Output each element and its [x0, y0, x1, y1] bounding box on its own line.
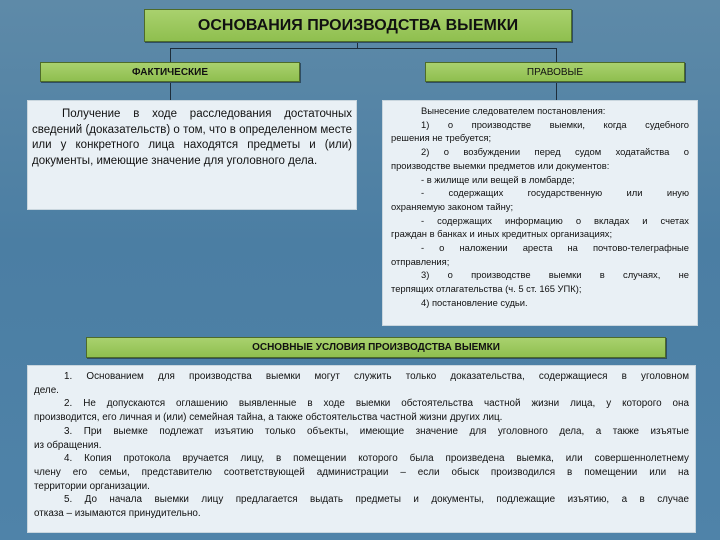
connector-to-legal	[556, 48, 557, 62]
legal-line: отправления;	[391, 255, 450, 267]
conditions-label	[86, 337, 666, 358]
connector-legal-text	[556, 82, 557, 100]
condition-line: производится, его личная и (или) семейная тайна, а также обстоятельства частной жизни других лиц.	[34, 412, 503, 424]
legal-line: 1) о производстве выемки, когда судебного	[421, 118, 689, 130]
legal-line: решения не требуется;	[391, 132, 492, 144]
factual-grounds-text: Получение в ходе расследования достаточных сведений (доказательств) о том, что в определенном месте или у конкретного лица находятся предметы и (или) документы, имеющие значение для уголовного дела.	[32, 108, 352, 167]
legal-line: - в жилище или вещей в ломбарде;	[421, 173, 575, 185]
legal-line: производстве выемки предметов или документов:	[391, 159, 610, 171]
connector-title-down	[357, 42, 358, 49]
condition-line: 1. Основанием для производства выемки могут служить только доказательства, содержащиеся в уголовном	[64, 371, 689, 382]
condition-line: 3. При выемке подлежат изъятию только объекты, имеющие значение для уголовного дела, а также изъятые	[64, 425, 689, 437]
condition-line: деле.	[34, 384, 59, 396]
condition-line: из обращения.	[34, 439, 102, 451]
factual-grounds-label	[40, 62, 300, 82]
condition-line: члену его семьи, представителю соответствующей администрации – если обыск производился в помещении или на	[34, 466, 689, 478]
legal-line: 4) постановление судьи.	[421, 296, 528, 308]
legal-grounds-label-text: ПРАВОВЫЕ	[526, 66, 584, 78]
legal-line: - содержащих информацию о вкладах и счетах	[421, 214, 689, 226]
connector-horizontal	[170, 48, 556, 49]
diagram-title	[144, 9, 572, 42]
connector-to-factual	[170, 48, 171, 62]
condition-line: 5. До начала выемки лицу предлагается выдать предметы и документы, подлежащие изъятию, а в случае	[64, 494, 689, 506]
legal-line: 2) о возбуждении перед судом ходатайства о	[421, 146, 689, 158]
legal-grounds-box	[382, 100, 698, 326]
legal-line: - о наложении ареста на почтово-телеграфные	[421, 242, 689, 254]
factual-grounds-box	[27, 100, 357, 210]
condition-line: 2. Не допускаются оглашению выявленные в ходе выемки обстоятельства частной жизни лица, у которого она	[64, 398, 689, 410]
condition-line: отказа – изымаются принудительно.	[34, 508, 201, 520]
factual-grounds-label-text: ФАКТИЧЕСКИЕ	[131, 66, 209, 78]
legal-line: терпящих отлагательства (ч. 5 ст. 165 УПК);	[391, 283, 582, 295]
condition-line: 4. Копия протокола вручается лицу, в помещении которого была произведена выемка, или совершеннолетнему	[64, 453, 689, 465]
legal-line: охраняемую законом тайну;	[391, 200, 514, 212]
legal-grounds-label	[425, 62, 685, 82]
conditions-label-text: ОСНОВНЫЕ УСЛОВИЯ ПРОИЗВОДСТВА ВЫЕМКИ	[252, 342, 500, 353]
legal-line: 3) о производстве выемки в случаях, не	[421, 269, 689, 281]
conditions-box	[27, 365, 696, 533]
condition-line: территории организации.	[34, 480, 150, 492]
legal-line: - содержащих государственную или иную	[421, 187, 689, 199]
diagram-title-text: ОСНОВАНИЯ ПРОИЗВОДСТВА ВЫЕМКИ	[197, 16, 519, 34]
legal-line: граждан в банках и иных кредитных организациях;	[391, 228, 613, 240]
legal-line: Вынесение следователем постановления:	[421, 105, 606, 116]
